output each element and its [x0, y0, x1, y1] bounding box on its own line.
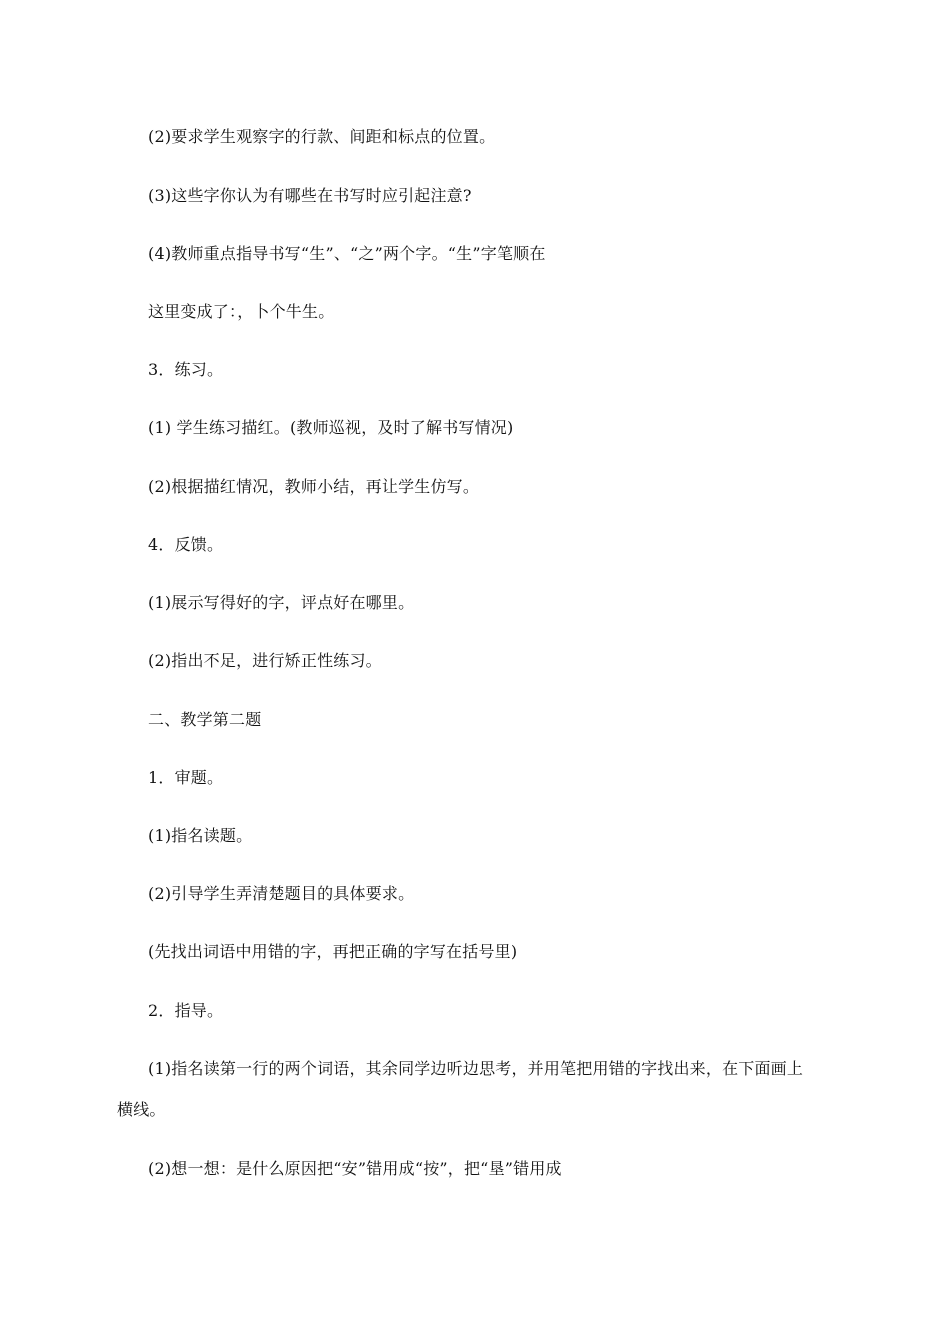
section-heading: 3．练习。	[148, 360, 224, 379]
text-line: (先找出词语中用错的字，再把正确的字写在括号里)	[148, 942, 518, 961]
text-line: (1)指名读题。	[148, 826, 253, 845]
section-heading: 1．审题。	[148, 768, 224, 787]
text-line: (2)要求学生观察字的行款、间距和标点的位置。	[148, 127, 496, 146]
text-line: (3)这些字你认为有哪些在书写时应引起注意?	[148, 186, 472, 205]
text-line: (2)指出不足，进行矫正性练习。	[148, 651, 382, 670]
section-heading: 二、教学第二题	[148, 710, 262, 729]
section-heading: 4．反馈。	[148, 535, 224, 554]
section-heading: 2．指导。	[148, 1001, 224, 1020]
text-line: (2)根据描红情况，教师小结，再让学生仿写。	[148, 477, 480, 496]
text-line: (2)想一想：是什么原因把“安”错用成“按”，把“垦”错用成	[148, 1159, 562, 1178]
text-line: (4)教师重点指导书写“生”、“之”两个字。“生”字笔顺在	[148, 244, 546, 263]
text-line: (1)展示写得好的字，评点好在哪里。	[148, 593, 415, 612]
text-line: (1)指名读第一行的两个词语，其余同学边听边思考，并用笔把用错的字找出来，在下面画上	[148, 1059, 804, 1078]
text-line: (2)引导学生弄清楚题目的具体要求。	[148, 884, 415, 903]
text-line: 这里变成了：，卜个牛生。	[148, 302, 335, 321]
text-line: (1) 学生练习描红。(教师巡视，及时了解书写情况)	[148, 418, 514, 437]
text-line: 横线。	[117, 1100, 166, 1119]
